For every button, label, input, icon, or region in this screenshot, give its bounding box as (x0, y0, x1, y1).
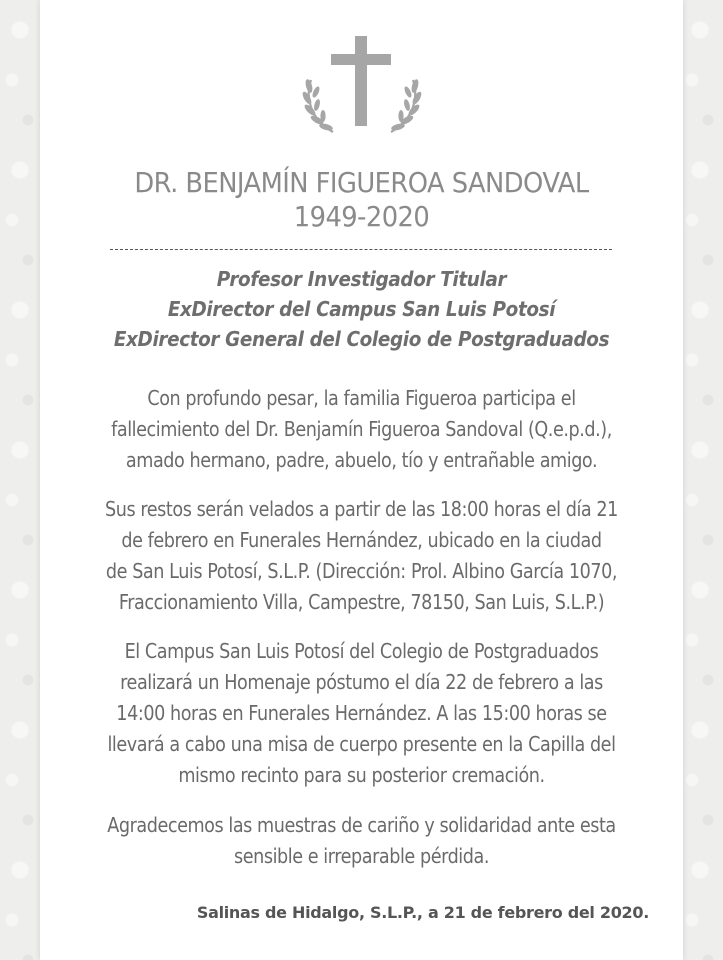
text-line: mismo recinto para su posterior cremación. (178, 763, 545, 787)
text-line: Agradecemos las muestras de cariño y solidaridad ante esta (107, 813, 616, 837)
text-line: amado hermano, padre, abuelo, tío y entrañable amigo. (125, 448, 598, 472)
cross-with-laurel-icon (297, 36, 427, 136)
text-line: Con profundo pesar, la familia Figueroa participa el (147, 386, 576, 410)
text-line: fallecimiento del Dr. Benjamín Figueroa Sandoval (Q.e.p.d.), (111, 417, 612, 441)
wake-details-paragraph (66, 494, 657, 618)
deceased-name: DR. BENJAMÍN FIGUEROA SANDOVAL (134, 166, 589, 199)
text-line: El Campus San Luis Potosí del Colegio de Postgraduados (124, 639, 599, 663)
title-line: ExDirector del Campus San Luis Potosí (167, 297, 556, 321)
text-line: llevará a cabo una misa de cuerpo presente en la Capilla del (107, 732, 616, 756)
obituary-card (40, 0, 683, 960)
dashed-divider (110, 249, 612, 250)
announcement-paragraph (66, 383, 657, 476)
text-line: de San Luis Potosí, S.L.P. (Dirección: Prol. Albino García 1070, (105, 559, 618, 583)
gratitude-paragraph (66, 810, 657, 872)
text-line: realizará un Homenaje póstumo el día 22 de febrero a las (120, 670, 603, 694)
text-line: sensible e irreparable pérdida. (234, 844, 489, 868)
text-line: Fraccionamiento Villa, Campestre, 78150, San Luis, S.L.P.) (118, 590, 605, 614)
professional-titles (40, 264, 683, 354)
life-years: 1949-2020 (293, 200, 430, 233)
text-line: de febrero en Funerales Hernández, ubicado en la ciudad (121, 528, 602, 552)
tribute-details-paragraph (66, 636, 657, 791)
emblem (40, 36, 683, 136)
text-line: Sus restos serán velados a partir de las 18:00 horas el día 21 (105, 497, 618, 521)
title-line: Profesor Investigador Titular (216, 267, 507, 291)
place-and-date: Salinas de Hidalgo, S.L.P., a 21 de febrero del 2020. (196, 903, 649, 922)
title-line: ExDirector General del Colegio de Postgraduados (113, 327, 610, 351)
text-line: 14:00 horas en Funerales Hernández. A las 15:00 horas se (116, 701, 607, 725)
